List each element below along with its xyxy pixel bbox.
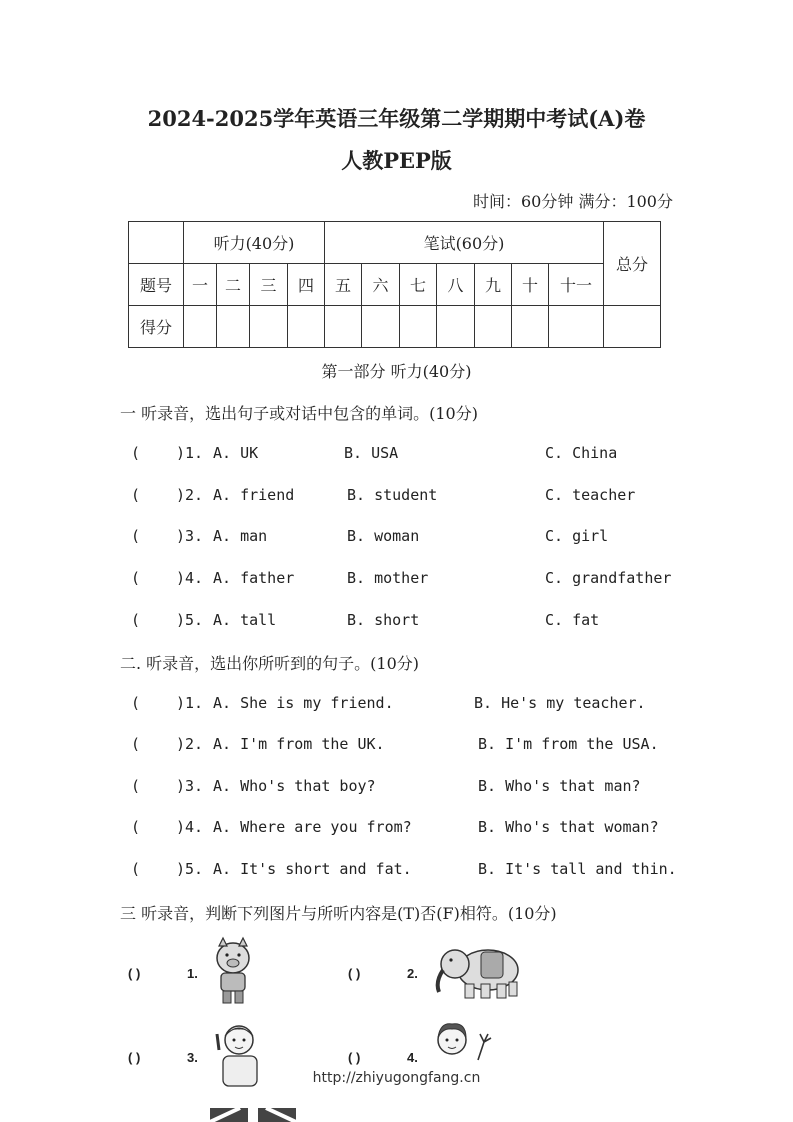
answer-paren[interactable]: ( — [131, 860, 141, 878]
answer-paren[interactable]: ( — [131, 569, 141, 587]
option-a: A. She is my friend. — [213, 694, 394, 712]
question-number: )2. — [176, 486, 204, 504]
score-cell[interactable] — [475, 306, 512, 348]
col-4: 四 — [288, 264, 325, 306]
section2-title: 二. 听录音，选出你所听到的句子。(10分) — [120, 654, 420, 673]
col-6: 六 — [362, 264, 400, 306]
question-number: )4. — [176, 818, 204, 836]
answer-paren[interactable]: ( ) — [348, 966, 361, 981]
score-cell[interactable] — [288, 306, 325, 348]
question-number: 3. — [187, 1050, 198, 1065]
col-10: 十 — [512, 264, 549, 306]
answer-paren[interactable]: ( — [131, 611, 141, 629]
question-number: 1. — [187, 966, 198, 981]
option-b: B. woman — [347, 527, 420, 545]
option-a: A. I'm from the UK. — [213, 735, 385, 753]
question-number: 2. — [407, 966, 418, 981]
option-a: A. tall — [213, 611, 277, 629]
option-a: A. father — [213, 569, 295, 587]
score-cell[interactable] — [362, 306, 400, 348]
col-1: 一 — [184, 264, 217, 306]
answer-paren[interactable]: ( — [131, 444, 141, 462]
question-number: )5. — [176, 860, 204, 878]
score-cell[interactable] — [549, 306, 604, 348]
score-cell[interactable] — [250, 306, 288, 348]
score-cell[interactable] — [217, 306, 250, 348]
option-c: C. China — [545, 444, 618, 462]
pig-icon — [207, 936, 259, 1008]
girl-icon — [428, 1020, 494, 1068]
option-a: A. friend — [213, 486, 295, 504]
option-c: C. girl — [545, 527, 609, 545]
total-header: 总分 — [604, 222, 661, 306]
question-number: )4. — [176, 569, 204, 587]
col-9: 九 — [475, 264, 512, 306]
row-label-number: 题号 — [129, 264, 184, 306]
question-number: )5. — [176, 611, 204, 629]
section3-title: 三 听录音，判断下列图片与所听内容是(T)否(F)相符。(10分) — [120, 904, 557, 923]
option-a: A. Who's that boy? — [213, 777, 376, 795]
time-info: 时间：60分钟 满分：100分 — [473, 192, 673, 211]
option-b: B. I'm from the USA. — [478, 735, 659, 753]
option-b: B. It's tall and thin. — [478, 860, 677, 878]
exam-title: 2024-2025学年英语三年级第二学期期中考试(A)卷 — [147, 106, 646, 131]
question-number: )1. — [176, 694, 204, 712]
col-8: 八 — [437, 264, 475, 306]
question-number: )3. — [176, 527, 204, 545]
question-number: )3. — [176, 777, 204, 795]
answer-paren[interactable]: ( ) — [128, 966, 141, 981]
option-b: B. mother — [347, 569, 429, 587]
answer-paren[interactable]: ( — [131, 527, 141, 545]
score-table — [128, 221, 661, 348]
question-number: )2. — [176, 735, 204, 753]
option-a: A. It's short and fat. — [213, 860, 412, 878]
option-a: A. Where are you from? — [213, 818, 412, 836]
option-b: B. student — [347, 486, 438, 504]
score-cell-total[interactable] — [604, 306, 661, 348]
option-c: C. fat — [545, 611, 600, 629]
part1-title: 第一部分 听力(40分) — [321, 362, 472, 381]
option-b: B. USA — [344, 444, 399, 462]
score-cell[interactable] — [325, 306, 362, 348]
option-a: A. man — [213, 527, 268, 545]
option-b: B. Who's that man? — [478, 777, 641, 795]
section1-title: 一 听录音，选出句子或对话中包含的单词。(10分) — [120, 404, 478, 423]
score-cell[interactable] — [437, 306, 475, 348]
exam-subtitle: 人教PEP版 — [341, 148, 452, 173]
answer-paren[interactable]: ( — [131, 735, 141, 753]
col-5: 五 — [325, 264, 362, 306]
option-c: C. grandfather — [545, 569, 672, 587]
option-b: B. short — [347, 611, 420, 629]
row-label-score: 得分 — [129, 306, 184, 348]
score-table-corner — [129, 222, 184, 264]
writing-header: 笔试(60分) — [325, 222, 604, 264]
score-cell[interactable] — [400, 306, 437, 348]
score-cell[interactable] — [184, 306, 217, 348]
col-11: 十一 — [549, 264, 604, 306]
col-7: 七 — [400, 264, 437, 306]
option-a: A. UK — [213, 444, 259, 462]
option-b: B. Who's that woman? — [478, 818, 659, 836]
answer-paren[interactable]: ( — [131, 486, 141, 504]
answer-paren[interactable]: ( — [131, 818, 141, 836]
answer-paren[interactable]: ( — [131, 694, 141, 712]
col-3: 三 — [250, 264, 288, 306]
option-b: B. He's my teacher. — [474, 694, 646, 712]
col-2: 二 — [217, 264, 250, 306]
question-number: )1. — [176, 444, 204, 462]
footer-url[interactable]: http://zhiyugongfang.cn — [312, 1070, 481, 1086]
option-c: C. teacher — [545, 486, 636, 504]
flag-icon — [210, 1108, 296, 1122]
elephant-icon — [433, 940, 523, 1002]
score-cell[interactable] — [512, 306, 549, 348]
answer-paren[interactable]: ( — [131, 777, 141, 795]
answer-paren[interactable]: ( ) — [128, 1050, 141, 1065]
answer-paren[interactable]: ( ) — [348, 1050, 361, 1065]
listening-header: 听力(40分) — [184, 222, 325, 264]
question-number: 4. — [407, 1050, 418, 1065]
